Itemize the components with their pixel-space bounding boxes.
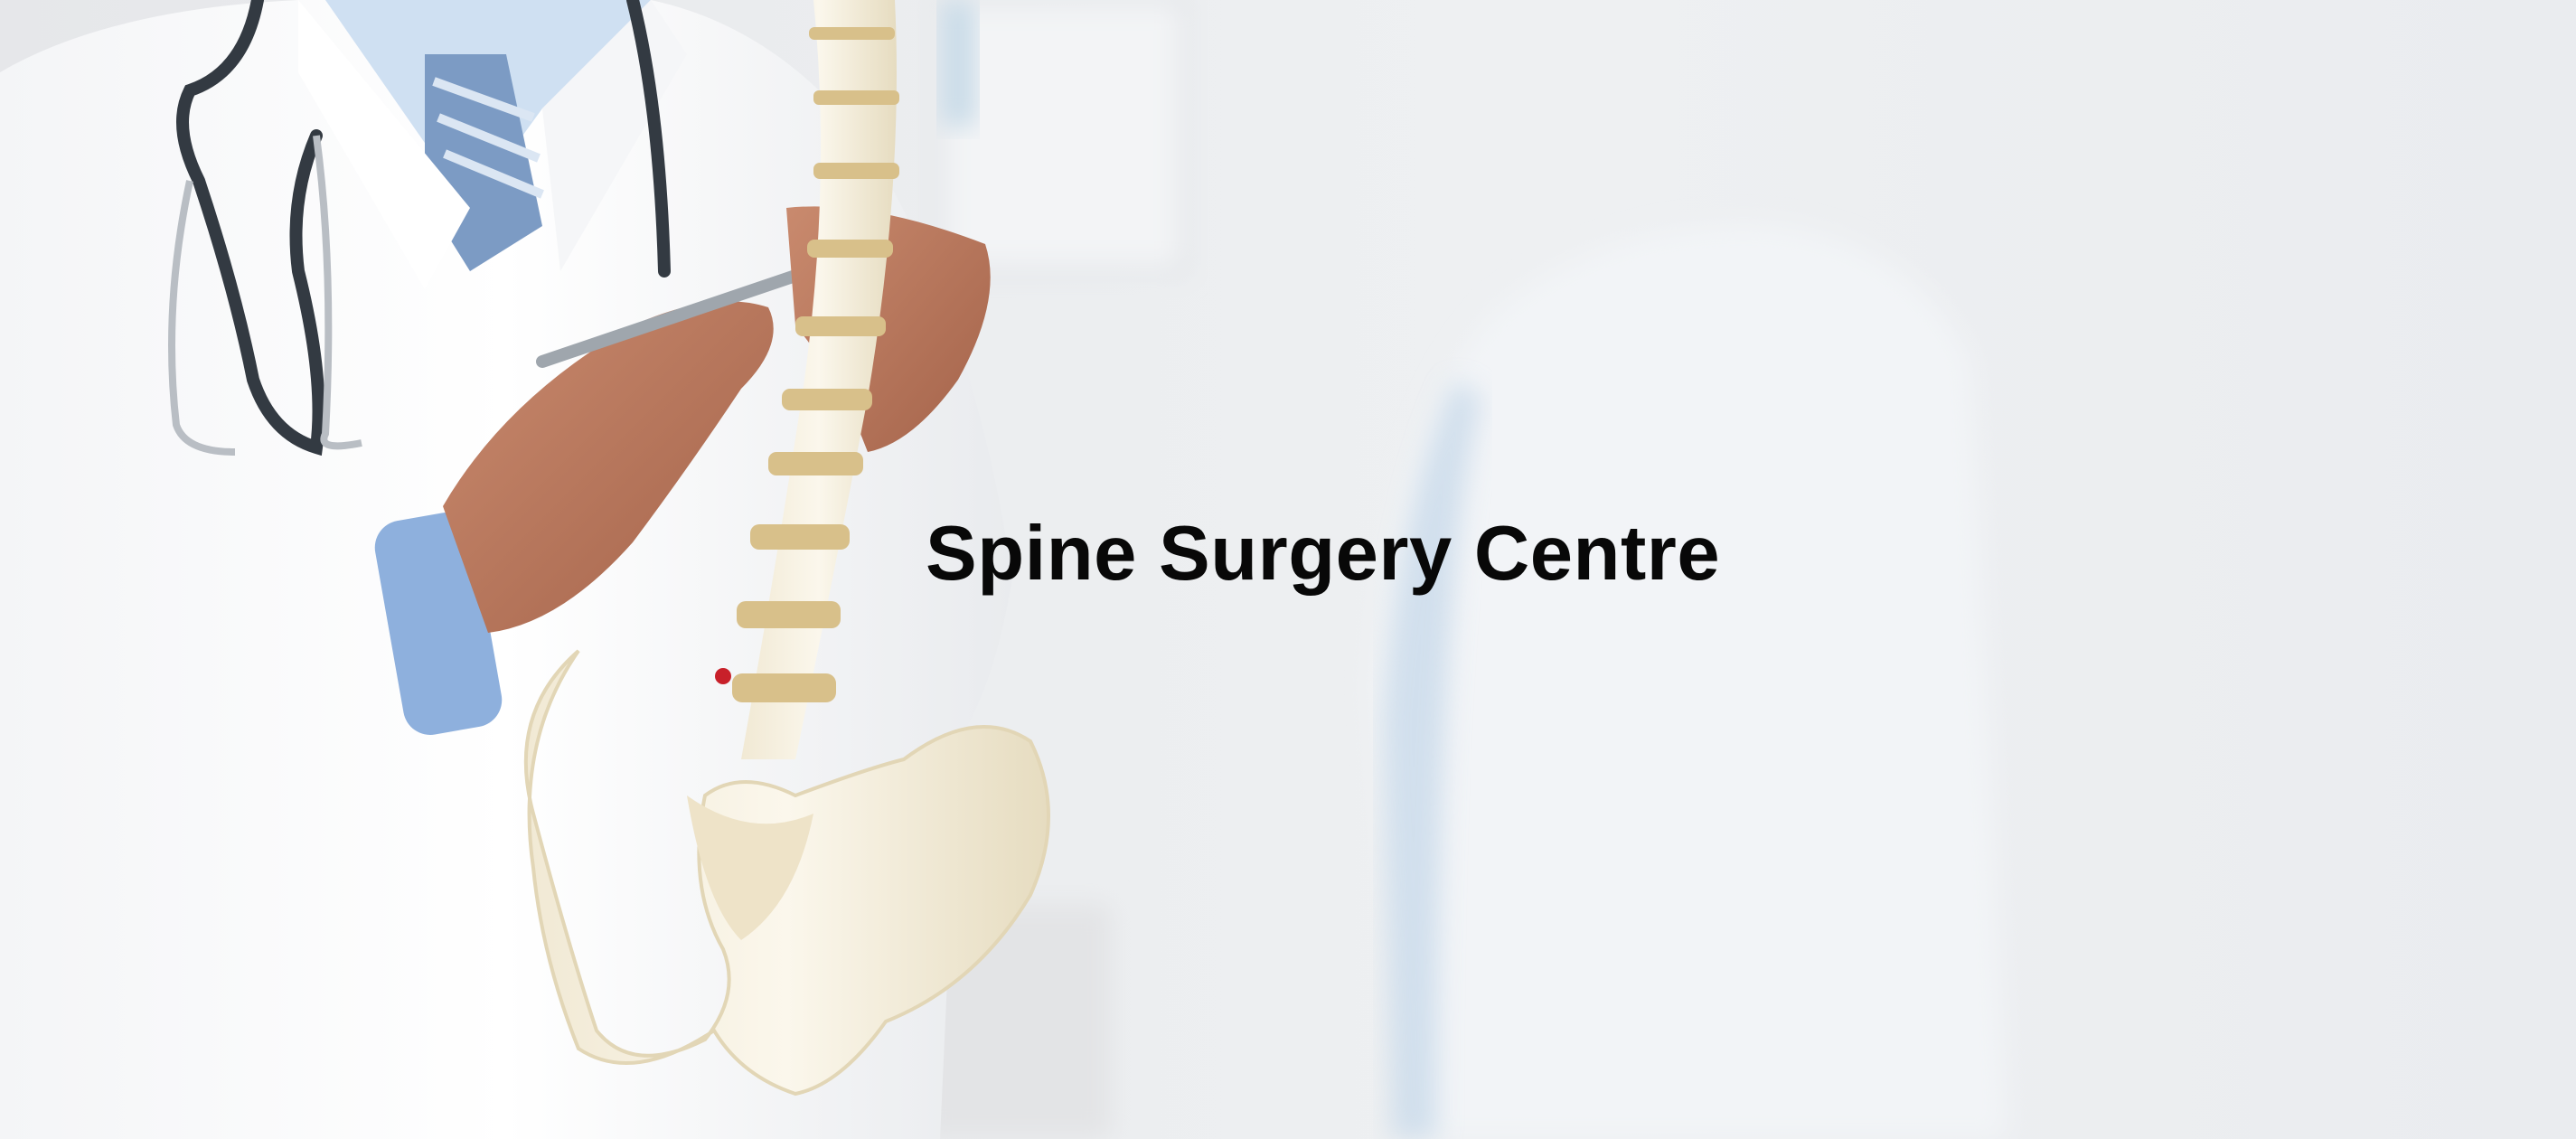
page-title: Spine Surgery Centre	[926, 511, 1721, 597]
blurred-patient-silhouette	[1374, 225, 2007, 1139]
background-frame	[940, 0, 1184, 271]
